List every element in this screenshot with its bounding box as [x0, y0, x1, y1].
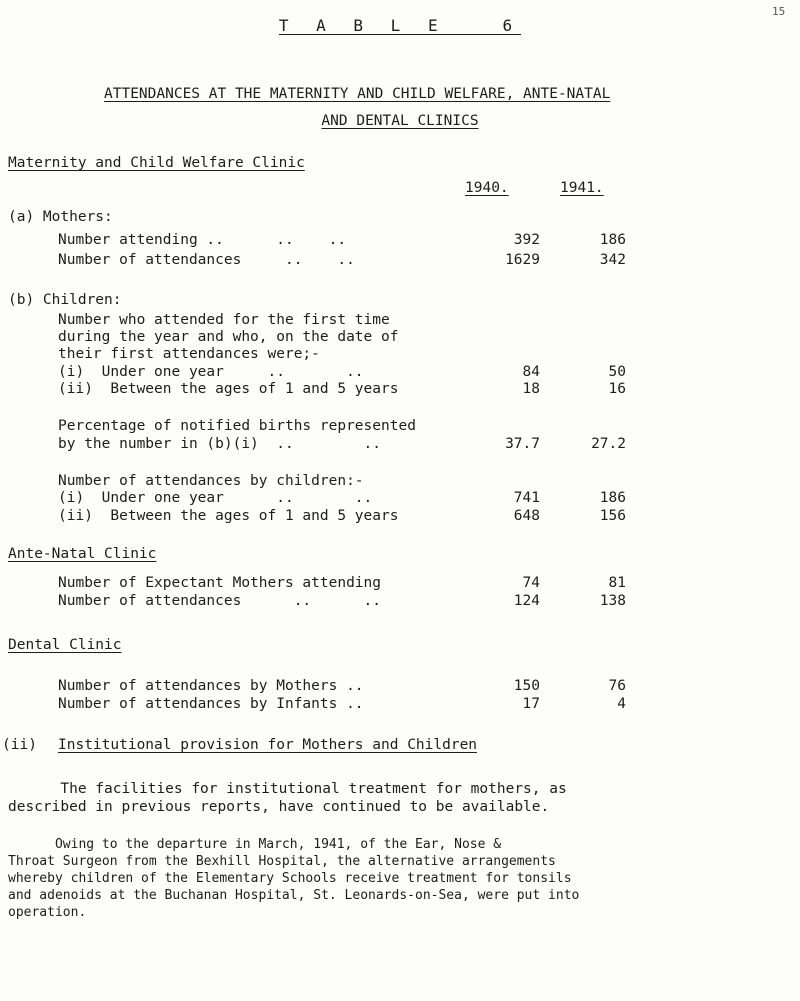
dental-row-1940: 17 [522, 696, 540, 712]
paragraph-line: Owing to the departure in March, 1941, of the Ear, Nose & [8, 837, 502, 852]
percentage-1940: 37.7 [505, 436, 540, 452]
child-attend-row-1941: 186 [599, 490, 626, 506]
dental-row-label: Number of attendances by Infants .. [58, 696, 364, 712]
antenatal-row-label: Number of Expectant Mothers attending [58, 575, 382, 591]
heading-line-1: ATTENDANCES AT THE MATERNITY AND CHILD WELFARE, ANTE-NATAL [104, 86, 611, 102]
dental-row-1941: 4 [617, 696, 626, 712]
dental-row-label: Number of attendances by Mothers .. [58, 678, 364, 694]
first-attend-row-label: (i) Under one year .. .. [58, 364, 364, 380]
children-label: (b) Children: [8, 292, 122, 308]
section-marker: (ii) [2, 737, 37, 753]
percentage-line: Percentage of notified births represented [58, 418, 416, 434]
child-attend-row-label: (ii) Between the ages of 1 and 5 years [58, 508, 399, 524]
paragraph-line: Throat Surgeon from the Bexhill Hospital, the alternative arrangements [8, 854, 556, 869]
child-attend-row-1940: 741 [513, 490, 540, 506]
antenatal-row-label: Number of attendances .. .. [58, 593, 382, 609]
mothers-row-label: Number of attendances .. .. [58, 252, 355, 268]
attendances-intro: Number of attendances by children:- [58, 473, 364, 489]
first-attend-row-label: (ii) Between the ages of 1 and 5 years [58, 381, 399, 397]
antenatal-row-1941: 81 [608, 575, 626, 591]
first-attend-row-1941: 50 [608, 364, 626, 380]
first-attend-row-1940: 18 [522, 381, 540, 397]
antenatal-row-1940: 74 [522, 575, 540, 591]
paragraph-line: and adenoids at the Buchanan Hospital, St. Leonards-on-Sea, were put into [8, 888, 580, 903]
child-attend-row-label: (i) Under one year .. .. [58, 490, 373, 506]
child-attend-row-1940: 648 [513, 508, 540, 524]
table-title: T A B L E 6 [278, 16, 522, 35]
mothers-row-1941: 186 [599, 232, 626, 248]
mothers-row-1940: 1629 [505, 252, 540, 268]
mothers-row-label: Number attending .. .. .. [58, 232, 347, 248]
first-attend-row-1941: 16 [608, 381, 626, 397]
antenatal-row-1940: 124 [513, 593, 540, 609]
paragraph-line: operation. [8, 905, 87, 920]
paragraph-line: whereby children of the Elementary Schools receive treatment for tonsils [8, 871, 572, 886]
children-intro-line: during the year and who, on the date of [58, 329, 399, 345]
year-1940-header: 1940. [465, 180, 509, 196]
dental-row-1941: 76 [608, 678, 626, 694]
mothers-row-1941: 342 [599, 252, 626, 268]
institutional-title: Institutional provision for Mothers and Children [58, 737, 478, 753]
dental-title: Dental Clinic [8, 637, 122, 653]
heading-line-2: AND DENTAL CLINICS [321, 113, 479, 129]
first-attend-row-1940: 84 [522, 364, 540, 380]
mothers-label: (a) Mothers: [8, 209, 113, 225]
antenatal-row-1941: 138 [599, 593, 626, 609]
paragraph-line: The facilities for institutional treatment for mothers, as [8, 781, 567, 797]
child-attend-row-1941: 156 [599, 508, 626, 524]
percentage-1941: 27.2 [591, 436, 626, 452]
children-intro-line: their first attendances were;- [58, 346, 320, 362]
mcw-title: Maternity and Child Welfare Clinic [8, 155, 305, 171]
dental-row-1940: 150 [513, 678, 540, 694]
page-number: 15 [772, 5, 786, 18]
year-1941-header: 1941. [560, 180, 604, 196]
paragraph-line: described in previous reports, have continued to be available. [8, 799, 550, 815]
percentage-line: by the number in (b)(i) .. .. [58, 436, 382, 452]
children-intro-line: Number who attended for the first time [58, 312, 390, 328]
antenatal-title: Ante-Natal Clinic [8, 546, 157, 562]
mothers-row-1940: 392 [513, 232, 540, 248]
